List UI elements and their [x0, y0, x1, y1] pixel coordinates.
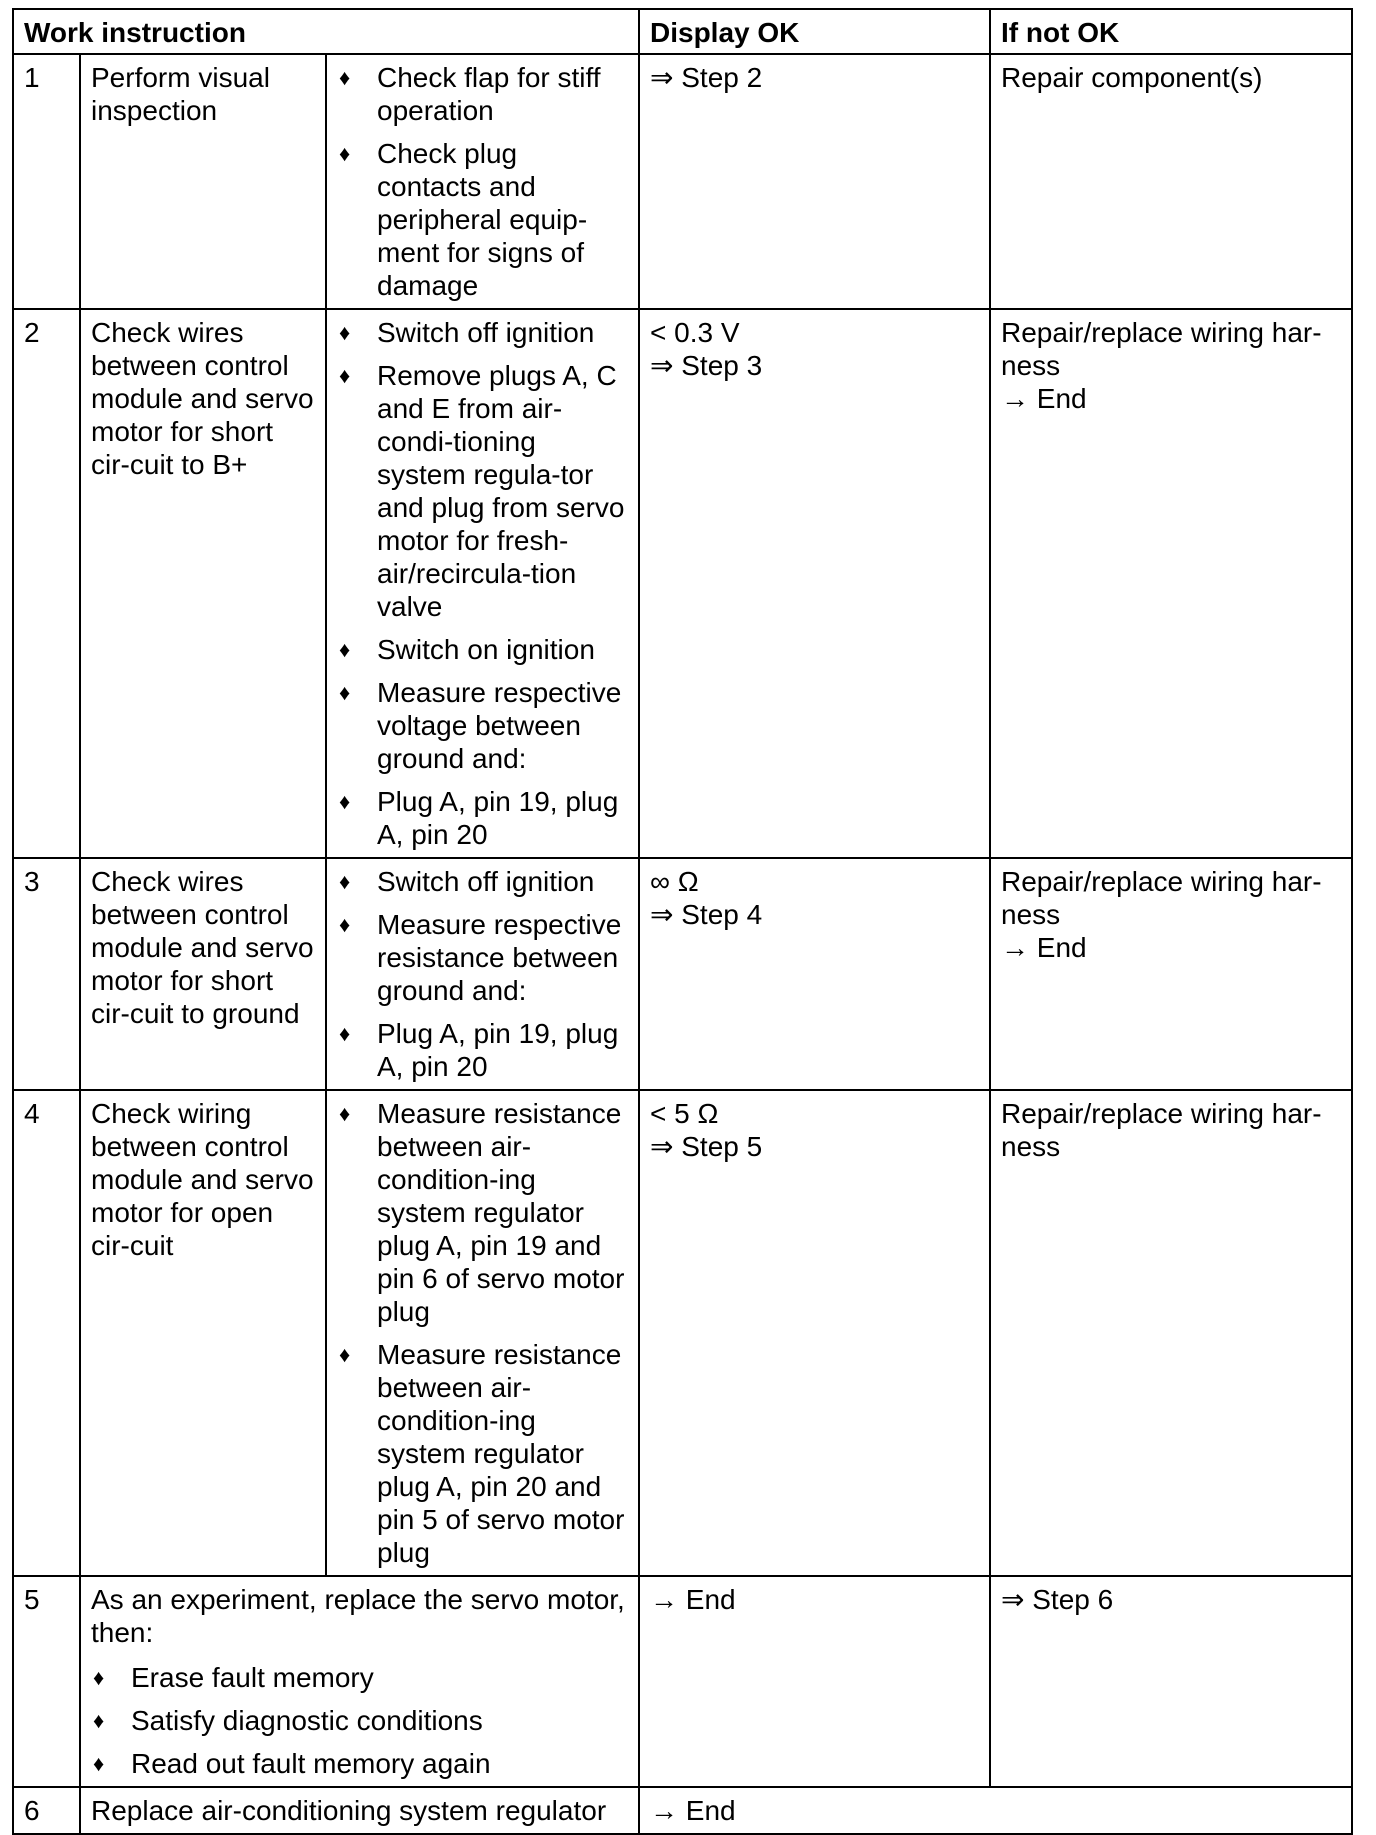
if-not-ok-cell [990, 54, 1352, 309]
action-text: Switch on ignition [377, 634, 595, 665]
action-list [337, 865, 628, 1083]
step-title: Replace air-conditioning system regulator [80, 1787, 639, 1834]
action-item [337, 865, 628, 898]
action-text: Plug A, pin 19, plug A, pin 20 [377, 786, 619, 850]
display-ok-text: → End [650, 1795, 736, 1826]
if-not-ok-text: ⇒ Step 6 [1001, 1584, 1114, 1615]
action-item [337, 316, 628, 349]
action-text: Check plug contacts and peripheral equip-ment for signs of damage [377, 138, 588, 301]
step-title: Check wires between control module and servo motor for short cir-cuit to ground [80, 858, 326, 1090]
table-row [13, 858, 1352, 1090]
step-number: 3 [13, 858, 80, 1090]
action-item [337, 1338, 628, 1569]
action-text: Switch off ignition [377, 317, 595, 348]
action-item [91, 1661, 628, 1694]
step-actions [326, 54, 639, 309]
if-not-ok-cell [990, 1576, 1352, 1787]
diamond-bullet-icon: ♦ [339, 363, 351, 388]
table-row [13, 1787, 1352, 1834]
header-display-ok: Display OK [639, 9, 990, 54]
action-text: Plug A, pin 19, plug A, pin 20 [377, 1018, 619, 1082]
step-actions [326, 1090, 639, 1576]
step-intro: As an experiment, replace the servo motor, then: [91, 1584, 625, 1648]
if-not-ok-end: → End [1001, 932, 1087, 963]
diamond-bullet-icon: ♦ [93, 1708, 105, 1733]
display-ok-text: ⇒ Step 4 [650, 899, 763, 930]
display-ok-cell [639, 54, 990, 309]
step-actions [326, 858, 639, 1090]
step-title: Perform visual inspection [80, 54, 326, 309]
if-not-ok-cell [990, 858, 1352, 1090]
if-not-ok-text: Repair/replace wiring har-ness [1001, 866, 1322, 930]
diamond-bullet-icon: ♦ [339, 789, 351, 814]
table-row [13, 1090, 1352, 1576]
display-ok-text: ⇒ Step 2 [650, 62, 763, 93]
step-number: 5 [13, 1576, 80, 1787]
table-row [13, 309, 1352, 858]
action-text: Read out fault memory again [131, 1748, 491, 1779]
diamond-bullet-icon: ♦ [93, 1751, 105, 1776]
table-header-row [13, 9, 1352, 54]
display-ok-cell [639, 1090, 990, 1576]
action-list [337, 61, 628, 302]
display-ok-value: ∞ Ω [650, 866, 699, 897]
action-item [337, 633, 628, 666]
action-text: Measure resistance between air-condition-ing system regulator plug A, pin 20 and pin 5 of servo motor plug [377, 1339, 625, 1568]
action-item [337, 1017, 628, 1083]
diamond-bullet-icon: ♦ [339, 912, 351, 937]
display-ok-text: ⇒ Step 5 [650, 1131, 763, 1162]
action-text: Erase fault memory [131, 1662, 374, 1693]
action-list [337, 316, 628, 851]
step-number: 1 [13, 54, 80, 309]
action-list [337, 1097, 628, 1569]
action-item [337, 908, 628, 1007]
diamond-bullet-icon: ♦ [339, 869, 351, 894]
diamond-bullet-icon: ♦ [93, 1665, 105, 1690]
step-number: 2 [13, 309, 80, 858]
if-not-ok-end: → End [1001, 383, 1087, 414]
step-actions-merged [80, 1576, 639, 1787]
if-not-ok-cell [990, 1090, 1352, 1576]
action-item [337, 1097, 628, 1328]
display-ok-value: < 0.3 V [650, 317, 740, 348]
action-item [337, 676, 628, 775]
if-not-ok-text: Repair component(s) [1001, 62, 1263, 93]
diamond-bullet-icon: ♦ [339, 141, 351, 166]
work-instruction-table [12, 8, 1353, 1835]
if-not-ok-cell [990, 309, 1352, 858]
action-item [91, 1704, 628, 1737]
action-item [337, 61, 628, 127]
display-ok-cell [639, 1576, 990, 1787]
diamond-bullet-icon: ♦ [339, 320, 351, 345]
table-row [13, 54, 1352, 309]
action-text: Measure resistance between air-condition-ing system regulator plug A, pin 19 and pin 6 of servo motor plug [377, 1098, 625, 1327]
step-title: Check wiring between control module and servo motor for open cir-cuit [80, 1090, 326, 1576]
if-not-ok-text: Repair/replace wiring har-ness [1001, 1098, 1322, 1162]
action-item [337, 359, 628, 623]
step-number: 6 [13, 1787, 80, 1834]
action-item [91, 1747, 628, 1780]
step-title: Check wires between control module and servo motor for short cir-cuit to B+ [80, 309, 326, 858]
work-instruction-table-wrapper [12, 8, 1351, 1835]
header-if-not-ok: If not OK [990, 9, 1352, 54]
action-item [337, 137, 628, 302]
action-text: Check flap for stiff operation [377, 62, 601, 126]
action-text: Remove plugs A, C and E from air-condi-tioning system regula-tor and plug from servo motor for fresh-air/recircula-tion valve [377, 360, 625, 622]
display-ok-value: < 5 Ω [650, 1098, 719, 1129]
display-ok-cell [639, 858, 990, 1090]
action-text: Measure respective resistance between ground and: [377, 909, 622, 1006]
diamond-bullet-icon: ♦ [339, 637, 351, 662]
if-not-ok-text: Repair/replace wiring har-ness [1001, 317, 1322, 381]
diamond-bullet-icon: ♦ [339, 1101, 351, 1126]
diamond-bullet-icon: ♦ [339, 65, 351, 90]
display-ok-cell [639, 309, 990, 858]
action-text: Satisfy diagnostic conditions [131, 1705, 483, 1736]
diamond-bullet-icon: ♦ [339, 680, 351, 705]
action-text: Measure respective voltage between ground and: [377, 677, 622, 774]
display-ok-text: → End [650, 1584, 736, 1615]
table-row [13, 1576, 1352, 1787]
diamond-bullet-icon: ♦ [339, 1342, 351, 1367]
step-actions [326, 309, 639, 858]
display-ok-cell [639, 1787, 1352, 1834]
header-work-instruction: Work instruction [13, 9, 639, 54]
action-text: Switch off ignition [377, 866, 595, 897]
display-ok-text: ⇒ Step 3 [650, 350, 763, 381]
action-list [91, 1661, 628, 1780]
action-item [337, 785, 628, 851]
diamond-bullet-icon: ♦ [339, 1021, 351, 1046]
step-number: 4 [13, 1090, 80, 1576]
